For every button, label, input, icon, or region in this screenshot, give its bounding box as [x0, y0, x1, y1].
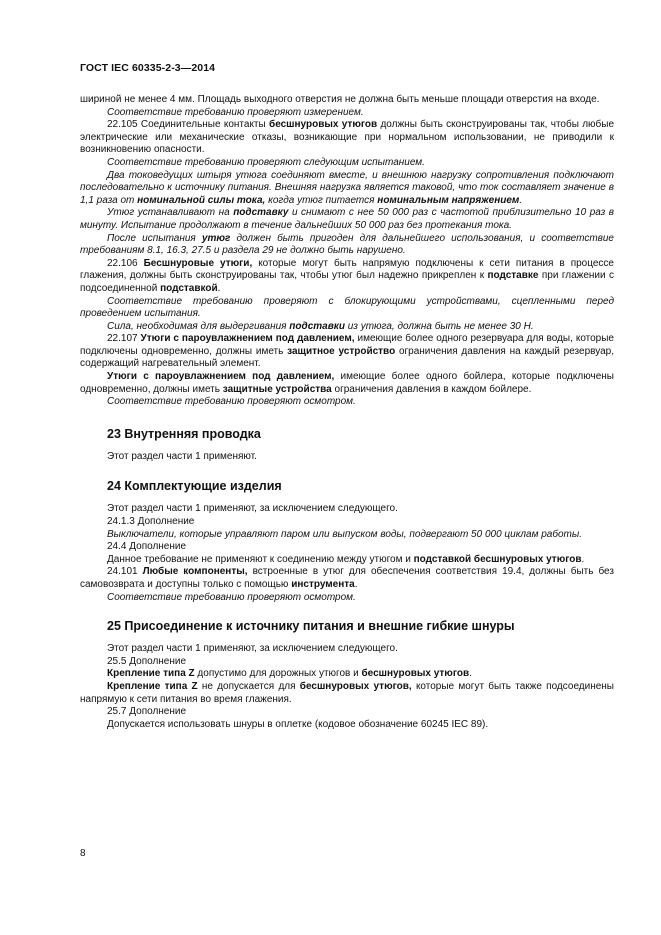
text-run: Этот раздел части 1 применяют, за исключением следующего.	[107, 503, 398, 515]
text-run: Два токоведущих штыря утюга соединяют вместе, и внешнюю нагрузку сопротивления подключают последовательно к источнику питания. Внешняя нагрузка является таковой, что ток составляет значение в 1,1 раза от	[80, 169, 614, 206]
text-run: Соответствие требованию проверяют осмотром.	[107, 591, 356, 603]
text-run: шириной не менее 4 мм. Площадь выходного отверстия не должна быть меньше площади отверстия на входе.	[80, 94, 600, 105]
paragraph	[80, 396, 614, 409]
bold-term: утюг	[201, 232, 231, 244]
text-run: которые могут быть также подсоединены напрямую к сети питания во время глажения.	[80, 680, 614, 705]
text-run: 24.4 Дополнение	[107, 541, 187, 553]
text-run: Соответствие требованию проверяют измерением.	[107, 106, 364, 118]
text-run: должен быть пригоден для дальнейшего использования, и соответствие требованиям 8.1, 16.3, 27.5 и раздела 29 не должно быть нарушено.	[80, 232, 614, 257]
text-run: 24 Комплектующие изделия	[107, 479, 282, 494]
paragraph	[80, 656, 614, 669]
bold-term: Любые компоненты,	[142, 566, 248, 578]
text-run: 22.107	[107, 333, 141, 345]
text-run: 22.105 Соединительные контакты	[107, 119, 270, 131]
text-run: 24.101	[107, 566, 143, 578]
bold-term: Утюги с пароувлажнением под давлением,	[107, 371, 335, 383]
paragraph	[80, 554, 614, 567]
paragraph	[80, 566, 614, 591]
bold-term: защитные устройства	[222, 383, 332, 395]
bold-term: Крепление типа Z	[107, 680, 198, 692]
section-heading	[80, 479, 614, 494]
text-run: 25.7 Дополнение	[107, 706, 187, 718]
section-heading	[80, 619, 614, 634]
text-run: 22.106	[107, 257, 144, 269]
text-run: Сила, необходимая для выдергивания	[107, 320, 290, 332]
paragraph	[80, 668, 614, 681]
text-run: После испытания	[107, 232, 202, 244]
paragraph	[80, 681, 614, 706]
bold-term: бесшнуровых утюгов	[269, 119, 378, 131]
text-run: Данное требование не применяют к соединению между утюгом и	[107, 553, 414, 565]
text-run: 23 Внутренняя проводка	[107, 426, 261, 441]
paragraph	[80, 296, 614, 321]
paragraph	[80, 119, 614, 157]
text-run: .	[519, 194, 523, 206]
paragraph	[80, 529, 614, 542]
text-run: из утюга, должна быть не менее 30 Н.	[344, 320, 534, 332]
paragraph	[80, 258, 614, 296]
bold-term: подставки	[289, 320, 345, 332]
text-run: ограничения давления в каждом бойлере.	[331, 383, 532, 395]
text-run: .	[469, 668, 472, 680]
paragraph	[80, 207, 614, 232]
page-number: 8	[80, 848, 86, 859]
document-header: ГОСТ IEC 60335-2-3—2014	[80, 62, 216, 74]
bold-term: защитное устройство	[287, 345, 396, 357]
text-run: допустимо для дорожных утюгов и	[194, 668, 362, 680]
bold-term: бесшнуровых утюгов	[361, 668, 470, 680]
text-run: Этот раздел части 1 применяют.	[107, 450, 257, 462]
text-run: Соответствие требованию проверяют с блокирующими устройствами, сцепленными перед проведением испытания.	[80, 295, 614, 320]
text-run: имеющие более одного резервуара для воды, которые подключены одновременно, должны иметь	[80, 333, 614, 357]
paragraph	[80, 107, 614, 120]
text-run: Соответствие требованию проверяют следующим испытанием.	[107, 156, 425, 168]
text-run: 24.1.3 Дополнение	[107, 516, 195, 528]
section-heading	[80, 427, 614, 442]
text-run: Утюг устанавливают на	[107, 207, 234, 219]
paragraph	[80, 592, 614, 605]
text-run: встроенные в утюг для обеспечения соответствия 19.4, должны быть без самовозврата и доступны только с помощью	[80, 566, 614, 590]
text-run: которые могут быть напрямую подключены к сети питания в процессе глажения, должны быть сконструированы так, чтобы утюг был надежно прикреплен к	[80, 257, 614, 282]
text-run: .	[217, 282, 221, 294]
paragraph	[80, 451, 614, 464]
bold-term: Крепление типа Z	[107, 668, 195, 680]
text-run: при глажении с подсоединенной	[80, 270, 615, 294]
bold-term: Утюги с пароувлажнением под давлением,	[140, 333, 355, 345]
paragraph	[80, 643, 614, 656]
bold-term: подставку	[233, 207, 289, 219]
text-run: должны быть сконструированы так, чтобы любые электрические или механические отказы, возникающие при нормальном использовании, не приводили к возникновению опасности.	[80, 119, 615, 156]
paragraph	[80, 321, 614, 334]
paragraph	[80, 333, 614, 371]
text-run: Соответствие требованию проверяют осмотром.	[107, 396, 356, 408]
paragraph	[80, 94, 614, 107]
text-run: .	[581, 553, 585, 565]
text-run: 25 Присоединение к источнику питания и внешние гибкие шнуры	[107, 619, 515, 634]
text-run: .	[354, 579, 358, 590]
paragraph	[80, 170, 614, 208]
text-run: и снимают с нее 50 000 раз с частотой приблизительно 10 раз в минуту. Испытание продолжают в течение дальнейших 50 000 раз без протекания тока.	[80, 207, 614, 231]
bold-term: подставке	[487, 270, 539, 282]
text-run: Допускается использовать шнуры в оплетке (кодовое обозначение 60245 IEC 89).	[107, 718, 489, 730]
document-body	[80, 94, 614, 731]
paragraph	[80, 503, 614, 516]
bold-term: подставкой бесшнуровых утюгов	[413, 553, 582, 565]
paragraph	[80, 516, 614, 529]
text-run: 25.5 Дополнение	[107, 655, 187, 667]
text-run: когда утюг питается	[265, 194, 378, 206]
bold-term: бесшнуровых утюгов,	[299, 680, 412, 692]
bold-term: номинальным напряжением	[377, 194, 520, 206]
paragraph	[80, 233, 614, 258]
bold-term: Бесшнуровые утюги,	[143, 257, 253, 269]
text-run: ограничения давления на каждый резервуар, содержащий нагревательный элемент.	[80, 345, 615, 370]
bold-term: подставкой	[160, 282, 218, 294]
text-run: Выключатели, которые управляют паром или выпуском воды, подвергают 50 000 циклам работы.	[107, 528, 583, 540]
paragraph	[80, 719, 614, 732]
bold-term: номинальной силы тока,	[137, 194, 266, 206]
text-run: не допускается для	[197, 680, 300, 692]
text-run: имеющие более одного бойлера, которые подключены одновременно, должны иметь	[80, 371, 614, 395]
paragraph	[80, 541, 614, 554]
paragraph	[80, 706, 614, 719]
paragraph	[80, 157, 614, 170]
text-run: Этот раздел части 1 применяют, за исключением следующего.	[107, 643, 398, 655]
paragraph	[80, 371, 614, 396]
bold-term: инструмента	[291, 579, 355, 590]
